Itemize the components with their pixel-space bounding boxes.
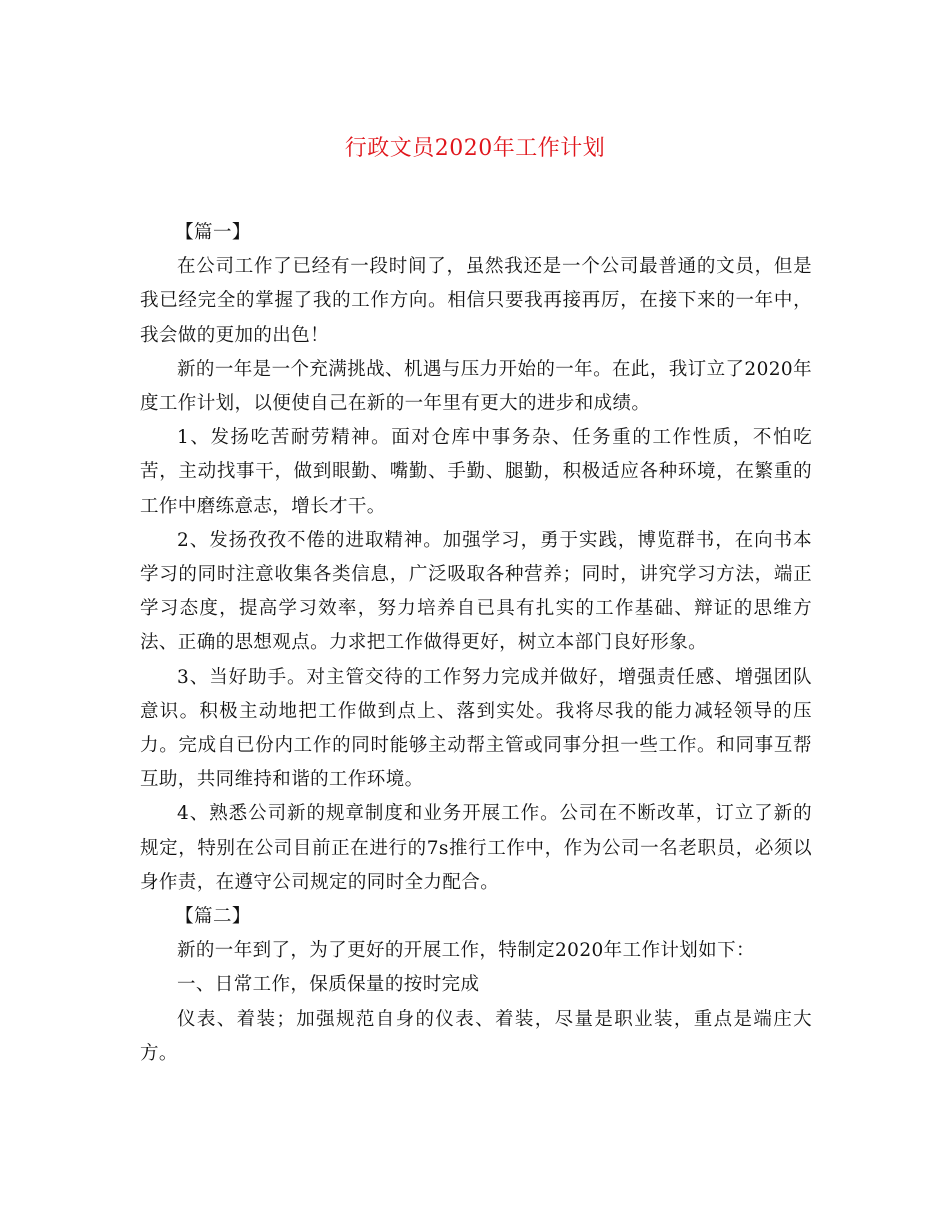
paragraph: 一、日常工作，保质保量的按时完成 [177, 974, 480, 996]
paragraph: 1、发扬吃苦耐劳精神。面对仓库中事务杂、任务重的工作性质，不怕吃苦，主动找事干，做到眼勤、嘴勤、手勤、腿勤，积极适应各种环境，在繁重的工作中磨练意志，增长才干。 [140, 427, 812, 517]
document-title: 行政文员2020年工作计划 [344, 136, 606, 161]
section-heading-1: 【篇一】 [175, 222, 251, 243]
paragraph: 3、当好助手。对主管交待的工作努力完成并做好，增强责任感、增强团队意识。积极主动地把工作做到点上、落到实处。我将尽我的能力减轻领导的压力。完成自已份内工作的同时能够主动帮主管或同事分担一些工作。和同事互帮互助，共同维持和谐的工作环境。 [140, 666, 812, 791]
paragraph: 4、熟悉公司新的规章制度和业务开展工作。公司在不断改革，订立了新的规定，特别在公司目前正在进行的7s推行工作中，作为公司一名老职员，必须以身作责，在遵守公司规定的同时全力配合。 [140, 803, 812, 893]
paragraph: 仪表、着装；加强规范自身的仪表、着装，尽量是职业装，重点是端庄大方。 [140, 1008, 812, 1064]
paragraph: 2、发扬孜孜不倦的进取精神。加强学习，勇于实践，博览群书，在向书本学习的同时注意收集各类信息，广泛吸取各种营养；同时，讲究学习方法，端正学习态度，提高学习效率，努力培养自已具有扎实的工作基础、辩证的思维方法、正确的思想观点。力求把工作做得更好，树立本部门良好形象。 [140, 529, 812, 654]
section-heading-2: 【篇二】 [175, 906, 251, 928]
document-body [140, 216, 812, 1071]
paragraph: 新的一年是一个充满挑战、机遇与压力开始的一年。在此，我订立了2020年度工作计划，以便使自己在新的一年里有更大的进步和成绩。 [140, 358, 812, 415]
paragraph: 在公司工作了已经有一段时间了，虽然我还是一个公司最普通的文员，但是我已经完全的掌握了我的工作方向。相信只要我再接再厉，在接下来的一年中，我会做的更加的出色！ [140, 256, 812, 346]
paragraph: 新的一年到了，为了更好的开展工作，特制定2020年工作计划如下： [177, 940, 755, 962]
